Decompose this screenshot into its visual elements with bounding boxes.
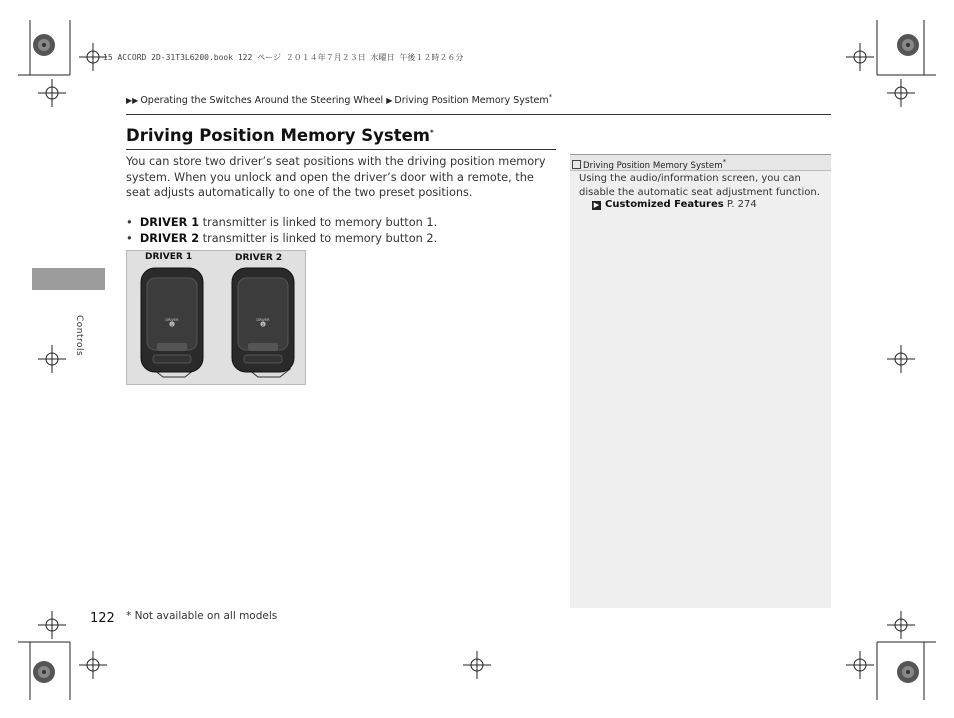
breadcrumb-star: * <box>548 93 553 101</box>
breadcrumb-item-switches[interactable]: Operating the Switches Around the Steering Wheel <box>140 95 384 107</box>
page-title <box>126 126 434 145</box>
print-header: 15 ACCORD 2D-31T3L6200.book 122 ページ ２０１４年７月２３日 水曜日 午後１２時２６分 <box>103 53 464 62</box>
cross-reference-arrow-icon: ▶ <box>593 201 600 209</box>
key-fob-figure <box>126 250 306 385</box>
list-item: • DRIVER 1 transmitter is linked to memory button 1. <box>126 216 438 229</box>
figure-label-driver1: DRIVER 1 <box>145 252 193 262</box>
bullet-list <box>126 215 556 246</box>
cross-reference-page[interactable]: P. 274 <box>723 199 757 210</box>
header-rule <box>126 114 831 115</box>
sidebar-panel <box>570 154 831 608</box>
figure-label-driver2: DRIVER 2 <box>235 253 283 263</box>
breadcrumb <box>126 93 552 106</box>
key-fob-1 <box>141 268 203 377</box>
page-number: 122 <box>90 611 115 626</box>
cross-reference[interactable] <box>592 199 757 210</box>
fob1-number: 1 <box>170 323 174 327</box>
title-rule <box>126 149 556 150</box>
key-fob-2 <box>232 268 294 377</box>
cross-reference-label[interactable]: Customized Features <box>605 199 724 210</box>
sidebar-body: Using the audio/information screen, you can disable the automatic seat adjustment function. <box>579 173 820 198</box>
intro-paragraph: You can store two driver’s seat positions with the driving position memory system. When you unlock and open the driver’s door with a remote, the seat adjusts automatically to one of the two preset positions. <box>126 155 546 200</box>
sidebar-heading-star: * <box>722 158 727 166</box>
section-tab-label: Controls <box>74 315 84 357</box>
fob2-driver-text: DRIVER <box>256 318 270 322</box>
arrow-icon: ▶ <box>386 96 393 106</box>
bullet-bold-driver1: DRIVER 1 <box>139 216 200 229</box>
sidebar-heading-text: Driving Position Memory System <box>583 160 723 171</box>
page-title-text: Driving Position Memory System <box>126 126 430 145</box>
title-star: * <box>430 128 434 137</box>
fob1-driver-text: DRIVER <box>165 318 179 322</box>
double-arrow-icon: ▶▶ <box>126 96 139 106</box>
list-item: • DRIVER 2 transmitter is linked to memory button 2. <box>126 231 438 245</box>
bullet-text-driver1: transmitter is linked to memory button 1. <box>199 216 438 229</box>
bullet-bold-driver2: DRIVER 2 <box>139 231 200 245</box>
fob2-number: 2 <box>261 323 265 327</box>
section-tab <box>32 268 105 290</box>
sidebar-heading <box>570 154 831 171</box>
breadcrumb-item-memory-system[interactable]: Driving Position Memory System <box>394 95 549 107</box>
bullet-text-driver2: transmitter is linked to memory button 2. <box>199 231 438 245</box>
footnote: * Not available on all models <box>126 610 278 622</box>
note-box-icon <box>572 160 581 169</box>
key-fob-illustration <box>127 251 305 384</box>
